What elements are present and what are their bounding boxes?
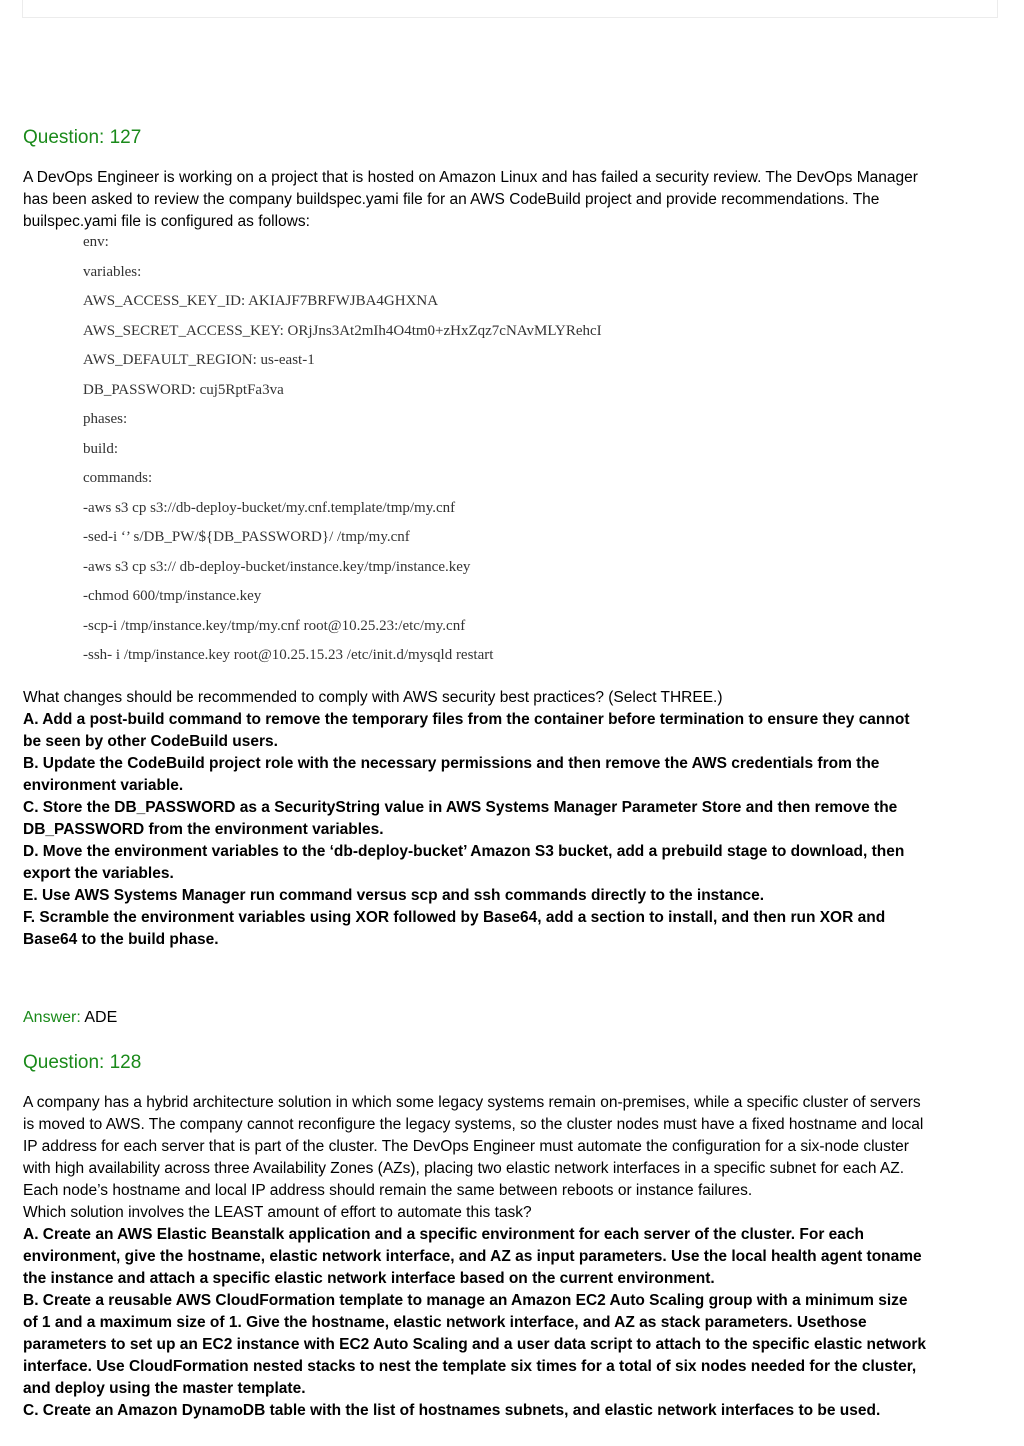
code-line: AWS_SECRET_ACCESS_KEY: ORjJns3At2mIh4O4tm0+zHxZqz7cNAvMLYRehcI — [83, 322, 602, 339]
q127-option-f: F. Scramble the environment variables using XOR followed by Base64, add a section to install, and then run XOR and — [23, 909, 886, 926]
code-line: -aws s3 cp s3://db-deploy-bucket/my.cnf.template/tmp/my.cnf — [83, 499, 456, 516]
q128-option-c: C. Create an Amazon DynamoDB table with the list of hostnames subnets, and elastic network interfaces to be used. — [23, 1402, 881, 1419]
code-line: commands: — [83, 470, 153, 486]
q127-option-c: C. Store the DB_PASSWORD as a SecurityString value in AWS Systems Manager Parameter Store and then remove the — [23, 799, 898, 816]
code-line: env: — [83, 234, 109, 250]
q128-option-b-cont: parameters to set up an EC2 instance with EC2 Auto Scaling and a user data script to attach to the specific elastic network — [23, 1336, 926, 1353]
q127-option-f-cont: Base64 to the build phase. — [23, 931, 219, 948]
question-127-heading: Question: 127 — [23, 127, 142, 148]
code-line: phases: — [83, 411, 128, 427]
q127-intro-line: builspec.yami file is configured as follows: — [23, 213, 310, 230]
q128-intro-line: Each node’s hostname and local IP address should remain the same between reboots or instance failures. — [23, 1182, 753, 1199]
q127-option-a-cont: be seen by other CodeBuild users. — [23, 733, 278, 750]
code-line: -scp-i /tmp/instance.key/tmp/my.cnf root@10.25.23:/etc/my.cnf — [83, 617, 466, 634]
q127-option-a: A. Add a post-build command to remove the temporary files from the container before termination to ensure they cannot — [23, 711, 910, 728]
q128-intro-line: with high availability across three Availability Zones (AZs), placing two elastic network interfaces in a specific subnet for each AZ. — [23, 1160, 905, 1177]
q128-option-a: A. Create an AWS Elastic Beanstalk application and a specific environment for each server of the cluster. For each — [23, 1226, 865, 1243]
q127-intro-line: has been asked to review the company buildspec.yami file for an AWS CodeBuild project and provide recommendations. The — [23, 191, 880, 208]
code-line: variables: — [83, 263, 142, 280]
q127-option-b: B. Update the CodeBuild project role with the necessary permissions and then remove the AWS credentials from the — [23, 755, 880, 772]
q128-option-a-cont: the instance and attach a specific elastic network interface based on the current environment. — [23, 1270, 715, 1287]
q127-option-b-cont: environment variable. — [23, 777, 184, 794]
page-top-border — [22, 0, 998, 18]
q128-option-b-cont: of 1 and a maximum size of 1. Give the hostname, elastic network interface, and AZ as stack parameters. Usethose — [23, 1314, 867, 1331]
code-line: -ssh- i /tmp/instance.key root@10.25.15.23 /etc/init.d/mysqld restart — [83, 647, 494, 663]
answer-value: ADE — [84, 1009, 118, 1026]
q128-option-a-cont: environment, give the hostname, elastic network interface, and AZ as input parameters. Use the local health agent toname — [23, 1248, 922, 1265]
question-128-heading: Question: 128 — [23, 1052, 142, 1073]
q128-intro-line: is moved to AWS. The company cannot reconfigure the legacy systems, so the cluster nodes must have a fixed hostname and local — [23, 1116, 924, 1133]
q127-option-d-cont: export the variables. — [23, 865, 174, 882]
q127-answer — [23, 1009, 117, 1027]
code-line: build: — [83, 440, 119, 457]
code-line: AWS_ACCESS_KEY_ID: AKIAJF7BRFWJBA4GHXNA — [83, 293, 439, 309]
code-line: AWS_DEFAULT_REGION: us-east-1 — [83, 352, 315, 368]
answer-label: Answer: — [23, 1009, 81, 1026]
q127-prompt: What changes should be recommended to comply with AWS security best practices? (Select THREE.) — [23, 689, 723, 706]
q127-option-d: D. Move the environment variables to the ‘db-deploy-bucket’ Amazon S3 bucket, add a prebuild stage to download, then — [23, 843, 905, 860]
code-line: -aws s3 cp s3:// db-deploy-bucket/instance.key/tmp/instance.key — [83, 558, 471, 575]
code-line: -sed-i ‘’ s/DB_PW/${DB_PASSWORD}/ /tmp/my.cnf — [83, 529, 410, 545]
buildspec-code-block — [83, 232, 602, 675]
code-line: -chmod 600/tmp/instance.key — [83, 588, 262, 604]
code-line: DB_PASSWORD: cuj5RptFa3va — [83, 381, 284, 398]
q128-intro-line: Which solution involves the LEAST amount of effort to automate this task? — [23, 1204, 532, 1221]
q128-option-b: B. Create a reusable AWS CloudFormation template to manage an Amazon EC2 Auto Scaling group with a minimum size — [23, 1292, 908, 1309]
q128-intro-line: IP address for each server that is part of the cluster. The DevOps Engineer must automate the configuration for a six-node cluster — [23, 1138, 909, 1155]
q127-intro-line: A DevOps Engineer is working on a project that is hosted on Amazon Linux and has failed a security review. The DevOps Manager — [23, 169, 918, 186]
q127-option-e: E. Use AWS Systems Manager run command versus scp and ssh commands directly to the instance. — [23, 887, 765, 904]
q127-option-c-cont: DB_PASSWORD from the environment variables. — [23, 821, 384, 838]
q128-option-b-cont: interface. Use CloudFormation nested stacks to nest the template six times for a total of six nodes needed for the cluster, — [23, 1358, 917, 1375]
q128-intro-line: A company has a hybrid architecture solution in which some legacy systems remain on-premises, while a specific cluster of servers — [23, 1094, 921, 1111]
q128-option-b-cont: and deploy using the master template. — [23, 1380, 306, 1397]
